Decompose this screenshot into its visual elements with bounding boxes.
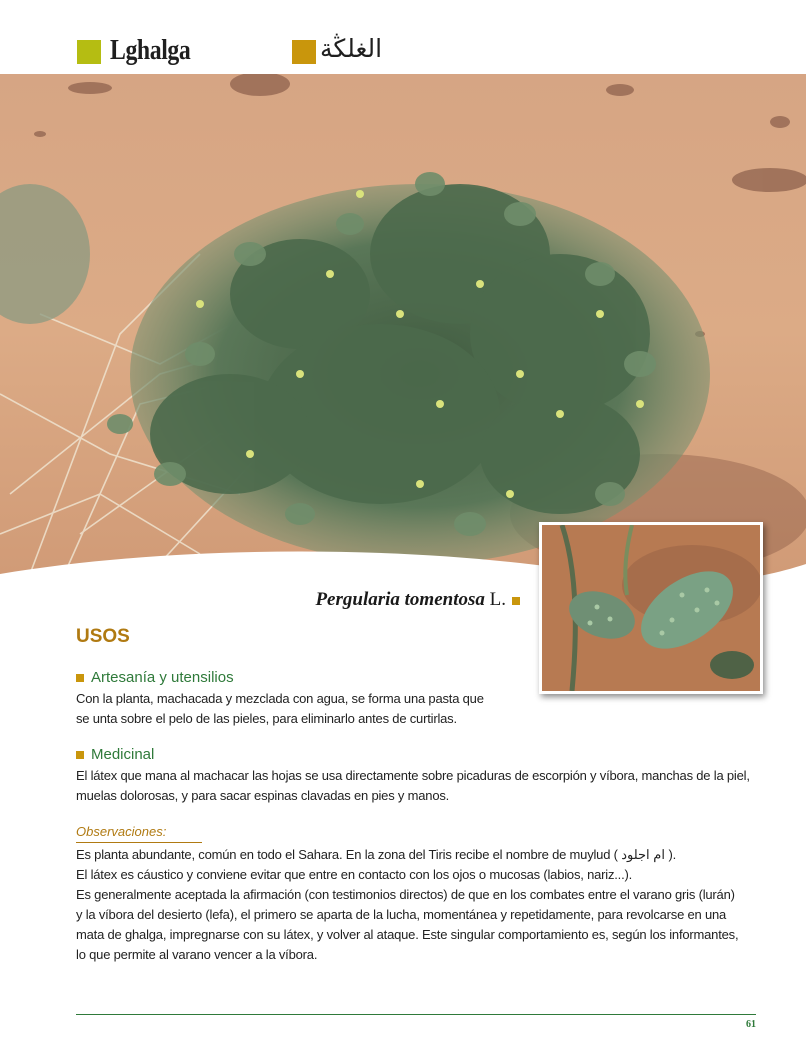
observations-label: Observaciones:: [76, 824, 167, 839]
subsection-heading-label: Medicinal: [91, 746, 155, 763]
title-square-ochre: [292, 40, 316, 64]
subsection-heading-artesania: [76, 669, 234, 686]
text-line: lo que permite al varano vencer a la víbora.: [76, 947, 318, 962]
text-line: y la víbora del desierto (lefa), el primero se aparta de la lucha, momentánea y repetidamente, para revolcarse en una: [76, 907, 727, 922]
species-bullet: [512, 597, 520, 605]
subsection-heading-label: Artesanía y utensilios: [91, 669, 234, 686]
text-line: Es generalmente aceptada la afirmación (con testimonios directos) de que en los combates entre el varano gris (lurán): [76, 887, 735, 902]
species-name: [0, 589, 506, 611]
subsection-heading-medicinal: [76, 746, 154, 763]
text-line: El látex es cáustico y conviene evitar que entre en contacto con los ojos o mucosas (labios, nariz...).: [76, 867, 633, 882]
observations-text: [76, 845, 760, 965]
page-title-latin: Lghalga: [110, 34, 191, 66]
fruit-photo: [539, 522, 763, 694]
medicinal-text: [76, 766, 760, 806]
observations-underline: [76, 842, 202, 843]
text-line: El látex que mana al machacar las hojas se usa directamente sobre picaduras de escorpión y víbora, manchas de la piel,: [76, 768, 750, 783]
text-line: Es planta abundante, común en todo el Sahara. En la zona del Tiris recibe el nombre de muylud ( ام اجلود ).: [76, 847, 677, 862]
text-line: muelas dolorosas, y para sacar espinas clavadas en pies y manos.: [76, 788, 450, 803]
section-title: USOS: [76, 626, 130, 647]
scientific-name: Pergularia tomentosa: [315, 589, 485, 610]
title-square-olive: [77, 40, 101, 64]
text-line: Con la planta, machacada y mezclada con agua, se forma una pasta que: [76, 691, 484, 706]
page-title-arabic: الغلڭة: [320, 36, 383, 63]
species-author: L.: [489, 589, 506, 610]
bullet-square: [76, 751, 84, 759]
bullet-square: [76, 674, 84, 682]
plant-photo: [0, 74, 806, 588]
artesania-text: [76, 689, 760, 729]
text-line: se unta sobre el pelo de las pieles, para eliminarlo antes de curtirlas.: [76, 711, 457, 726]
text-line: mata de ghalga, impregnarse con su látex, y volver al ataque. Este singular comportamiento es, según los informantes,: [76, 927, 739, 942]
footer-rule: [76, 1014, 756, 1015]
page-number: 61: [746, 1019, 756, 1030]
